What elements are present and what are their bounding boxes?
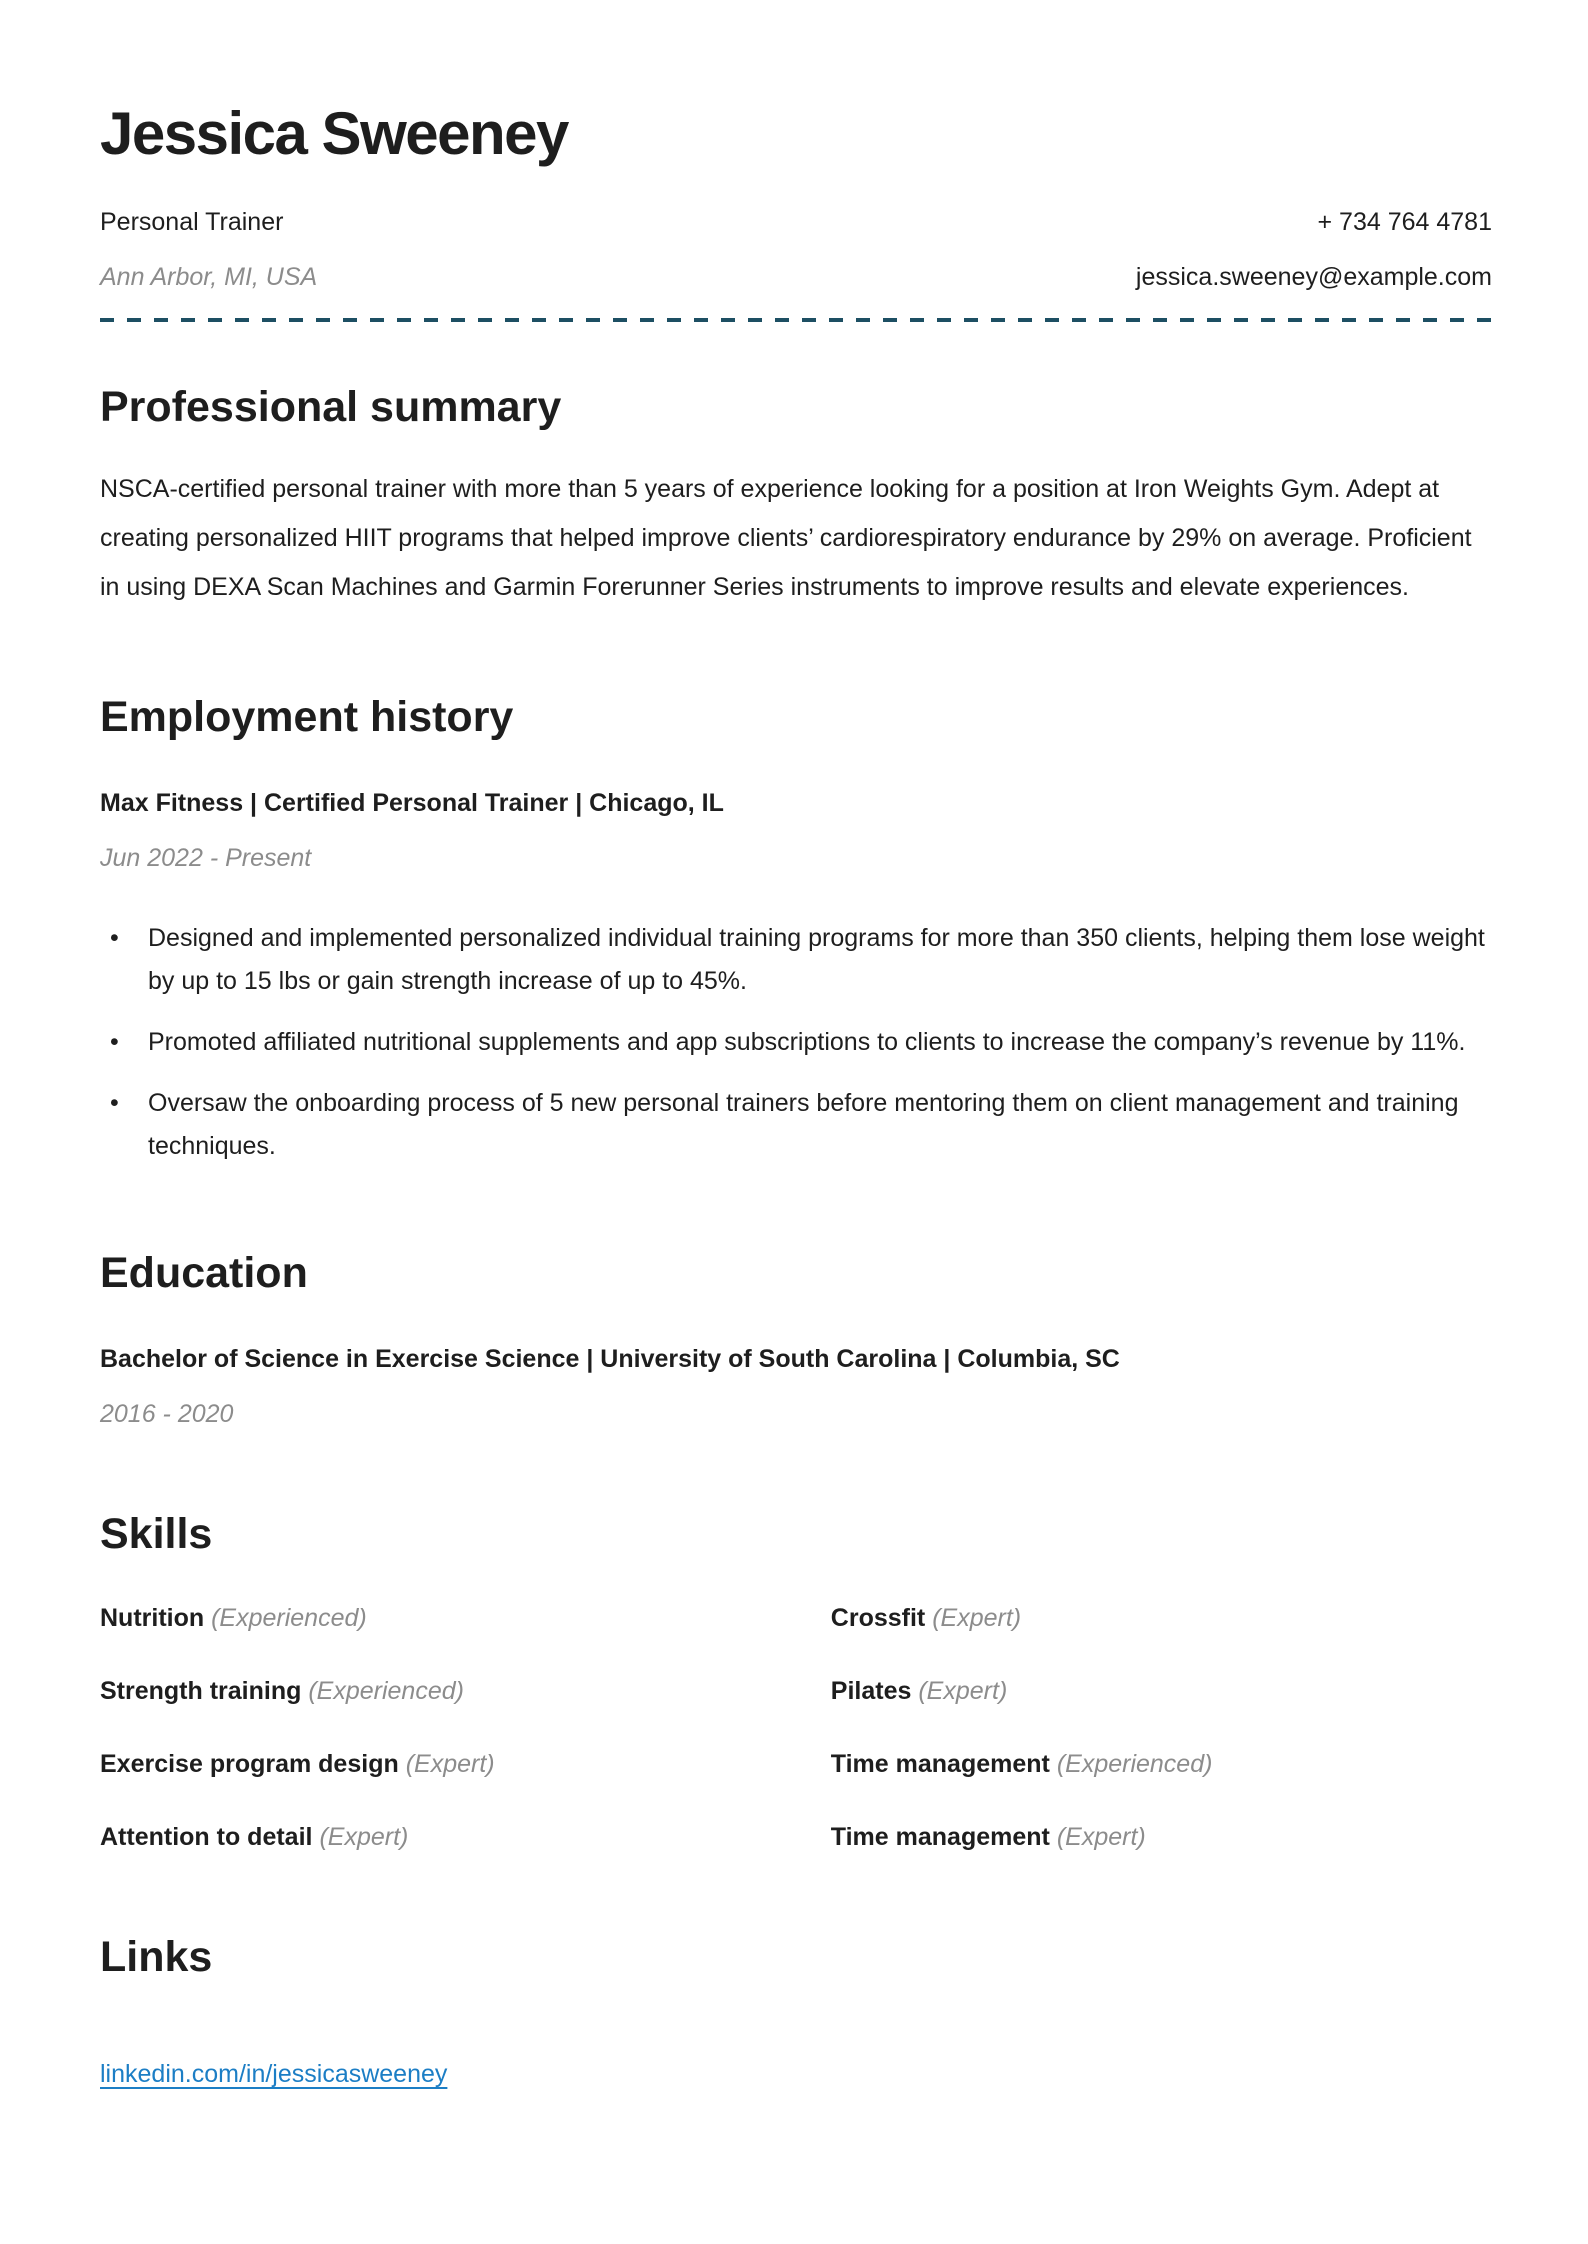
- section-education: [100, 1250, 1492, 1429]
- skill-item: [831, 1750, 1492, 1779]
- title-phone-row: [100, 208, 1492, 237]
- skill-level: (Expert): [319, 1823, 409, 1852]
- linkedin-link[interactable]: linkedin.com/in/jessicasweeney: [100, 2059, 448, 2088]
- skill-name: Nutrition: [100, 1604, 205, 1633]
- skill-name: Crossfit: [830, 1604, 926, 1633]
- job-title: Personal Trainer: [100, 208, 284, 236]
- job-bullet: • Oversaw the onboarding process of 5 new personal trainers before mentoring them on client management and training techniques.: [126, 1082, 1492, 1168]
- job-bullet-list: [100, 917, 1492, 1168]
- skill-item: [100, 1750, 831, 1779]
- job-bullet: • Promoted affiliated nutritional supplements and app subscriptions to clients to increase the company’s revenue by 11%.: [126, 1021, 1492, 1064]
- education-title-line: Bachelor of Science in Exercise Science | University of South Carolina | Columbia, SC: [100, 1345, 1120, 1374]
- location: Ann Arbor, MI, USA: [100, 263, 318, 291]
- section-skills: [100, 1511, 1492, 1852]
- skill-item: [831, 1604, 1492, 1633]
- resume-header: [100, 100, 1492, 322]
- job-title-line: Max Fitness | Certified Personal Trainer | Chicago, IL: [100, 788, 724, 817]
- education-heading: Education: [100, 1248, 308, 1297]
- skill-level: (Experienced): [1056, 1750, 1213, 1779]
- skills-grid: [100, 1604, 1492, 1852]
- skill-item: [100, 1604, 831, 1633]
- skills-heading: Skills: [100, 1510, 213, 1559]
- email-address: jessica.sweeney@example.com: [1135, 263, 1492, 291]
- skill-item: [831, 1677, 1492, 1706]
- summary-text: NSCA-certified personal trainer with more than 5 years of experience looking for a position at Iron Weights Gym. Adept at creating personalized HIIT programs that helped improve clients’ cardiorespiratory endurance by 29% on average. Proficient in using DEXA Scan Machines and Garmin Forerunner Series instruments to improve results and elevate experiences.: [100, 475, 1472, 601]
- skill-name: Attention to detail: [100, 1823, 313, 1852]
- summary-heading: Professional summary: [100, 383, 562, 431]
- dashed-divider: [100, 318, 1492, 322]
- employment-heading: Employment history: [100, 692, 514, 741]
- skill-name: Time management: [830, 1823, 1050, 1852]
- skill-level: (Expert): [918, 1677, 1008, 1706]
- job-bullet: • Designed and implemented personalized individual training programs for more than 350 clients, helping them lose weight by up to 15 lbs or gain strength increase of up to 45%.: [126, 917, 1492, 1003]
- skill-level: (Expert): [1056, 1823, 1146, 1852]
- skill-level: (Expert): [405, 1750, 495, 1779]
- skill-level: (Experienced): [308, 1677, 464, 1706]
- section-employment-history: [100, 694, 1492, 1168]
- skill-item: [100, 1823, 831, 1852]
- section-links: [100, 1934, 1492, 2088]
- skill-name: Pilates: [830, 1677, 912, 1706]
- links-heading: Links: [100, 1933, 213, 1982]
- job-dates: Jun 2022 - Present: [100, 843, 312, 872]
- skill-name: Exercise program design: [100, 1750, 399, 1779]
- skill-level: (Expert): [932, 1604, 1022, 1633]
- skill-item: [831, 1823, 1492, 1852]
- location-email-row: [100, 263, 1492, 292]
- skill-item: [100, 1677, 831, 1706]
- education-dates: 2016 - 2020: [100, 1400, 234, 1429]
- phone-number: + 734 764 4781: [1317, 208, 1492, 236]
- skill-name: Time management: [830, 1750, 1050, 1779]
- skill-level: (Experienced): [211, 1604, 367, 1633]
- candidate-name: Jessica Sweeney: [100, 100, 568, 167]
- skill-name: Strength training: [100, 1677, 302, 1706]
- section-professional-summary: [100, 384, 1492, 612]
